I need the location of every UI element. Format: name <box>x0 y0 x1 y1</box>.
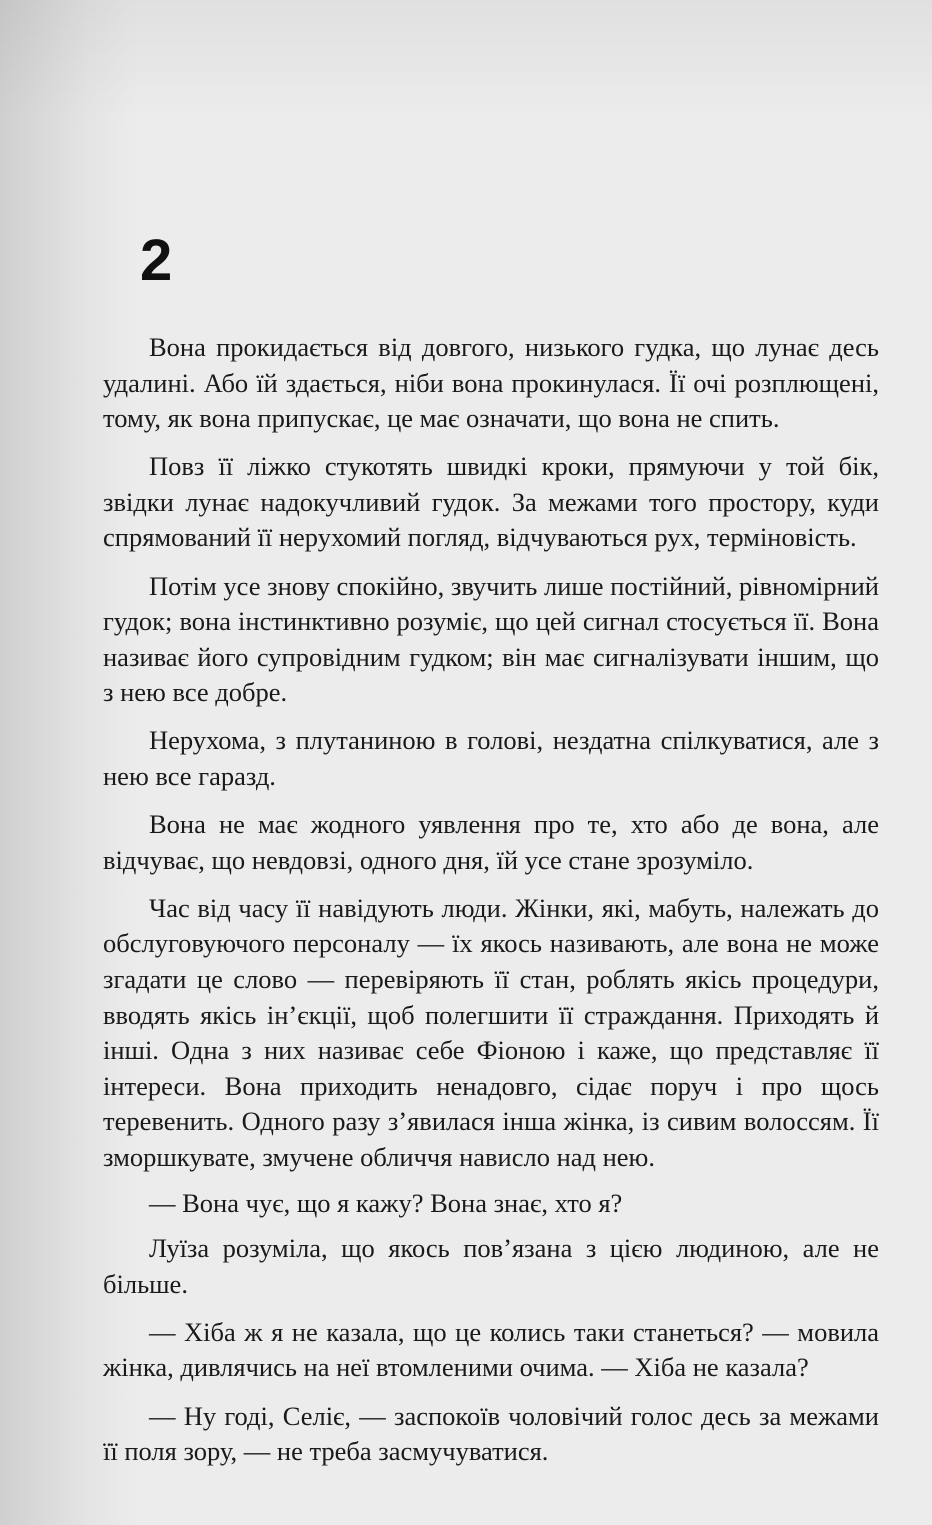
chapter-number: 2 <box>140 228 173 293</box>
show-through-shading <box>0 0 932 120</box>
dialogue-line: — Ну годі, Селіє, — заспокоїв чоловічий голос десь за межами її поля зору, — не треба засмучуватися. <box>103 1400 879 1467</box>
dialogue-line: — Вона чує, що я кажу? Вона знає, хто я? <box>149 1187 623 1218</box>
paragraph: Нерухома, з плутаниною в голові, нездатна спілкуватися, але з нею все гаразд. <box>103 725 879 792</box>
paragraph: Вона прокидається від довгого, низького гудка, що лунає десь удалині. Або їй здається, ніби вона прокинулася. Її очі розплющені, тому, як вона припускає, це має означати, що вона не спить. <box>103 332 879 434</box>
body-text <box>103 330 879 1482</box>
dialogue-line: — Хіба ж я не казала, що це колись таки станеться? — мовила жінка, дивлячись на неї втомленими очима. — Хіба не казала? <box>103 1316 879 1383</box>
paragraph: Вона не має жодного уявлення про те, хто або де вона, але відчуває, що невдовзі, одного дня, їй усе стане зрозуміло. <box>103 809 879 875</box>
paragraph: Час від часу її навідують люди. Жінки, які, мабуть, належать до обслуговуючого персоналу — їх якось називають, але вона не може згадати це слово — перевіряють її стан, роблять якісь процедури, вводять якісь ін’єкції, щоб полегшити її страждання. Приходять й інші. Одна з них називає себе Фіоною і каже, що представляє її інтереси. Вона приходить ненадовго, сідає поруч і про щось теревенить. Одного разу з’явилася інша жінка, із сивим волоссям. Її зморшкувате, змучене обличчя нависло над нею. <box>103 892 879 1172</box>
paragraph: Потім усе знову спокійно, звучить лише постійний, рівномірний гудок; вона інстинктивно розуміє, що цей сигнал стосується її. Вона називає його супровідним гудком; він має сигналізувати іншим, що з нею все добре. <box>103 570 879 708</box>
paragraph: Повз її ліжко стукотять швидкі кроки, прямуючи у той бік, звідки лунає надокучливий гудок. За межами того простору, куди спрямований її нерухомий погляд, відчуваються рух, терміновість. <box>103 451 879 553</box>
paragraph: Луїза розуміла, що якось пов’язана з цією людиною, але не більше. <box>103 1233 879 1299</box>
